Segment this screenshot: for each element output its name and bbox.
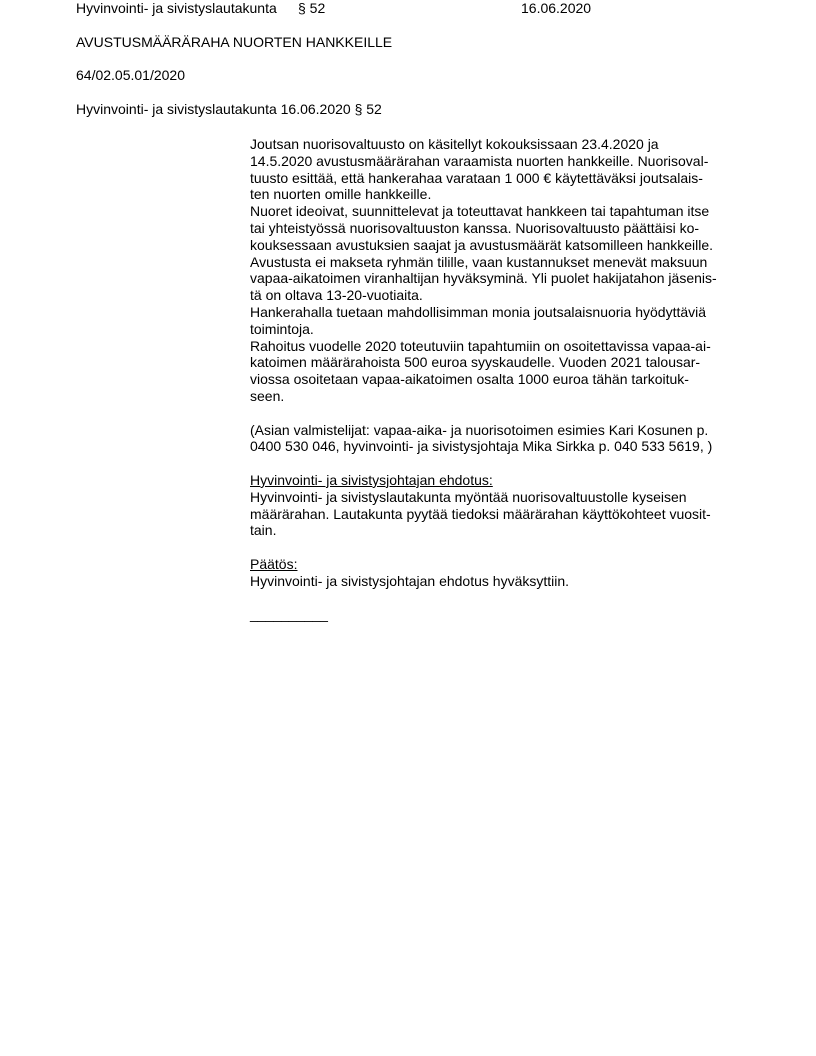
paragraph-line: ten nuorten omille hankkeille.	[250, 186, 432, 203]
record-number: 64/02.05.01/2020	[76, 67, 185, 83]
spacer	[250, 590, 750, 607]
preparers-line: (Asian valmistelijat: vapaa-aika- ja nuorisotoimen esimies Kari Kosunen p.	[250, 421, 709, 438]
decision-section	[250, 556, 750, 590]
proposal-line: Hyvinvointi- ja sivistyslautakunta myöntää nuorisovaltuustolle kyseisen	[250, 488, 687, 505]
header-committee: Hyvinvointi- ja sivistyslautakunta	[76, 0, 277, 16]
decision-heading: Päätös:	[250, 555, 298, 572]
paragraph-line: Hankerahalla tuetaan mahdollisimman monia joutsalaisnuoria hyödyttäviä	[250, 303, 707, 320]
decision-line: Hyvinvointi- ja sivistysjohtajan ehdotus hyväksyttiin.	[250, 572, 570, 589]
document-body	[250, 136, 750, 623]
document-title: AVUSTUSMÄÄRÄRAHA NUORTEN HANKKEILLE	[76, 34, 393, 50]
paragraph-line: kouksessaan avustuksien saajat ja avustusmäärät katsomilleen hankkeille.	[250, 236, 714, 253]
spacer	[250, 539, 750, 556]
paragraph-line: Nuoret ideoivat, suunnittelevat ja toteuttavat hankkeen tai tapahtuman itse	[250, 203, 710, 220]
proposal-heading: Hyvinvointi- ja sivistysjohtajan ehdotus:	[250, 471, 493, 488]
proposal-section	[250, 472, 750, 539]
paragraph-line: Rahoitus vuodelle 2020 toteutuviin tapahtumiin on osoitettavissa vapaa-ai-	[250, 337, 711, 354]
preparers-note	[250, 422, 750, 456]
spacer	[250, 455, 750, 472]
header-section-number: § 52	[298, 0, 326, 16]
paragraph-line: 14.5.2020 avustusmäärärahan varaamista nuorten hankkeille. Nuorisoval-	[250, 152, 709, 169]
spacer	[250, 405, 750, 422]
paragraph-line: tä on oltava 13-20-vuotiaita.	[250, 287, 423, 304]
paragraph-line: viossa osoitetaan vapaa-aikatoimen osalta 1000 euroa tähän tarkoituk-	[250, 371, 689, 388]
paragraph-line: tai yhteistyössä nuorisovaltuuston kanssa. Nuorisovaltuusto päättäisi ko-	[250, 219, 700, 236]
paragraph-line: katoimen määrärahoista 500 euroa syyskaudelle. Vuoden 2021 talousar-	[250, 354, 701, 371]
paragraph-line: toimintoja.	[250, 320, 314, 337]
end-line: __________	[250, 606, 328, 623]
paragraph-line: vapaa-aikatoimen viranhaltijan hyväksyminä. Yli puolet hakijatahon jäsenis-	[250, 270, 717, 287]
proposal-line: määrärahan. Lautakunta pyytää tiedoksi määrärahan käyttökohteet vuosit-	[250, 505, 711, 522]
meeting-reference: Hyvinvointi- ja sivistyslautakunta 16.06.2020 § 52	[76, 101, 382, 117]
preparers-line: 0400 530 046, hyvinvointi- ja sivistysjohtaja Mika Sirkka p. 040 533 5619, )	[250, 438, 713, 455]
main-paragraph	[250, 136, 750, 405]
paragraph-line: Avustusta ei makseta ryhmän tilille, vaan kustannukset menevät maksuun	[250, 253, 708, 270]
paragraph-line: tuusto esittää, että hankerahaa varataan 1 000 € käytettäväksi joutsalais-	[250, 169, 703, 186]
proposal-line: tain.	[250, 522, 277, 539]
paragraph-line: Joutsan nuorisovaltuusto on käsitellyt kokouksissaan 23.4.2020 ja	[250, 136, 659, 152]
header-date: 16.06.2020	[521, 0, 592, 16]
paragraph-line: seen.	[250, 387, 285, 404]
